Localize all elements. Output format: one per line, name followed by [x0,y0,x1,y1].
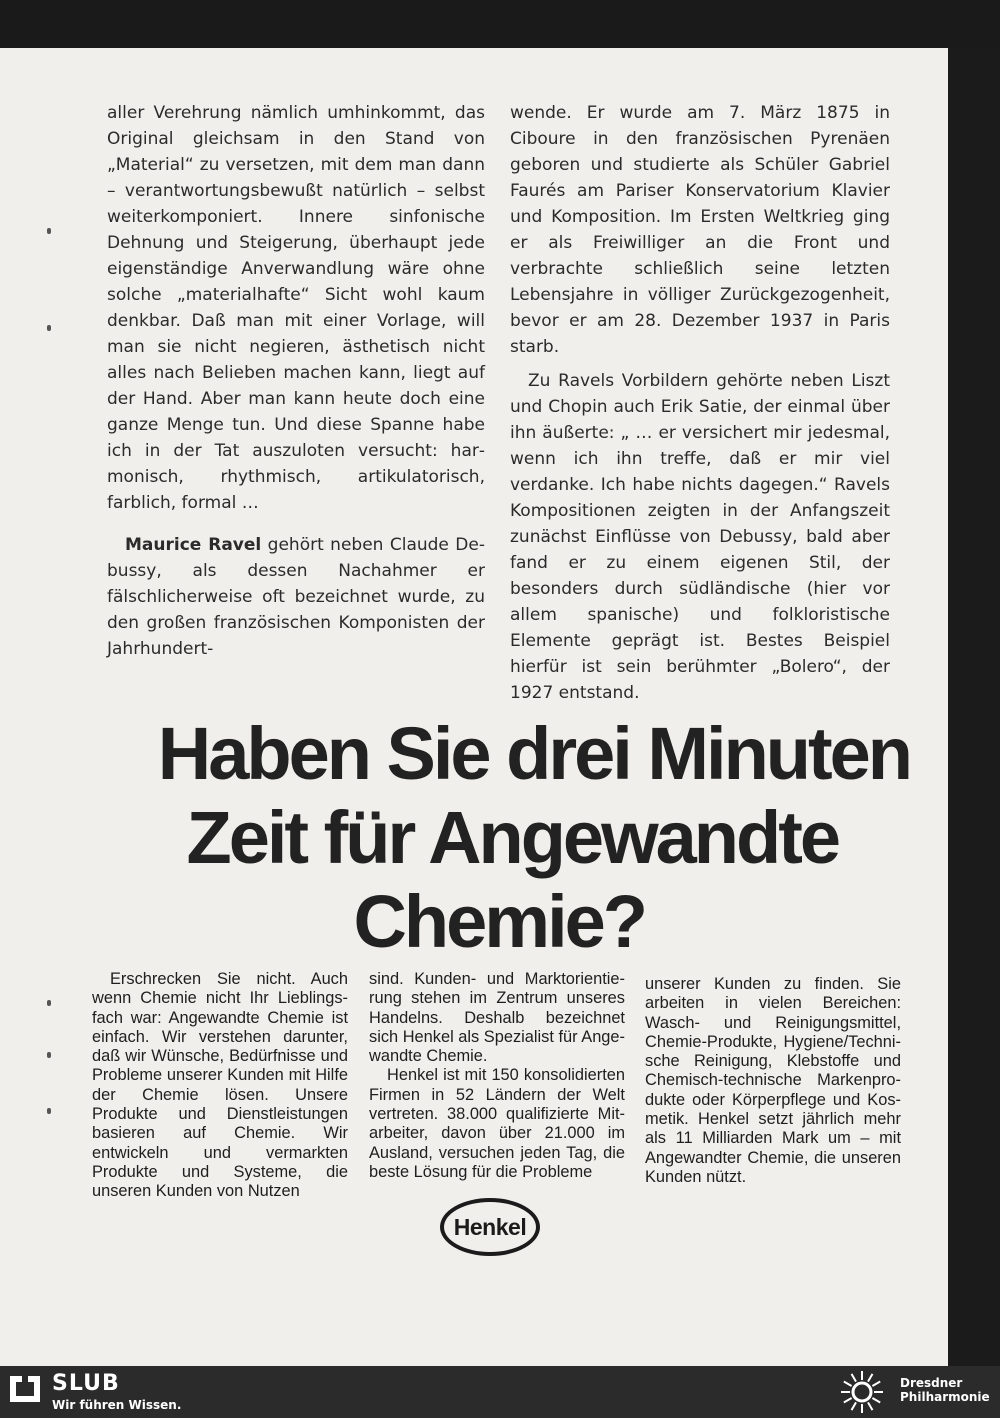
ad-headline-line: Chemie? [353,880,645,963]
henkel-logo [440,1198,540,1256]
slub-logo-icon [8,1374,42,1404]
article-text: gehört neben Claude Debussy, als dessen Nachahmer er fälschlicherweise oft bezeichnet wurde, zu den großen französischen Komponisten der Jahrhundert- [107,535,485,659]
footer-bar [0,1366,1000,1418]
ad-headline-line: Haben Sie drei Minuten [157,712,910,795]
article-paragraph: aller Verehrung nämlich umhinkommt, das Original gleichsam in den Stand von „Material“ zu versetzen, mit dem man dann – verantwortungsbewußt natürlich – selbst weiterkomponiert. Innere sinfonische Dehnung und Steigerung, überhaupt jede eigenständige Anverwandlung wäre ohne solche „materialhafte“ Sicht wohl kaum denkbar. Daß man mit einer Vorlage, will man sie nicht negieren, ästhetisch nicht alles nach Belieben machen kann, liegt auf der Hand. Aber man kann heute doch eine ganze Menge tun. Und diese Spanne habe ich in der Tat auszuloten versucht: harmonisch, rhythmisch, artikulatorisch, farblich, formal … [107,103,485,513]
ad-paragraph: Erschrecken Sie nicht. Auch wenn Chemie nicht Ihr Lieblingsfach war: Angewandte Chemie ist einfach. Wir verstehen darunter, daß wir Wünsche, Bedürfnisse und Probleme unserer Kunden mit Hilfe der Chemie lösen. Unsere Produkte und Dienstleistungen basieren auf Chemie. Wir entwickeln und vermarkten Produkte und Systeme, die unseren Kunden von Nutzen [92,970,348,1201]
ad-column-3 [645,975,901,1187]
ad-headline-line: Zeit für Angewandte [186,796,838,879]
henkel-logo-text: Henkel [453,1213,527,1240]
slub-tagline: Wir führen Wissen. [52,1398,182,1412]
partner-name-line: Dresdner [900,1376,963,1390]
article-paragraph: Zu Ravels Vorbildern gehörte neben Liszt und Chopin auch Erik Satie, der einmal über ihn äußerte: „ … er versichert mir jedesmal, wenn ich ihn treffe, daß er mir viel verdanke. Ich habe nichts dagegen.“ Ravels Kompositionen zeigten in der Anfangszeit zunächst Einflüsse von Debussy, bald aber fand er zu einem eigenen Stil, der besonders durch südländische (hier vor allem spanische) und folkloristische Elemente geprägt ist. Bestes Beispiel hierfür ist sein berühmter „Bolero“, der 1927 entstand. [510,371,890,703]
ad-paragraph: unserer Kunden zu finden. Sie arbeiten in vielen Bereichen: Wasch- und Reinigungsmittel, Chemie-Produkte, Hygiene/Technische Reinigung, Klebstoffe und Chemisch-technische Markenprodukte oder Körperpflege und Kosmetik. Henkel setzt jährlich mehr als 11 Milliarden Mark um – mit Angewandter Chemie, die unseren Kunden nützt. [645,975,901,1186]
slub-name: SLUB [52,1371,120,1396]
scan-border [948,48,1000,1366]
ad-column-2 [369,970,625,1182]
article-paragraph: wende. Er wurde am 7. März 1875 in Ciboure in den französischen Pyrenäen geboren und studierte als Schüler Gabriel Faurés am Pariser Konservatorium Klavier und Komposition. Im Ersten Weltkrieg ging er als Freiwilliger an die Front und verbrachte schließlich seine letzten Lebensjahre in völliger Zurückgezogenheit, bevor er am 28. Dezember 1937 in Paris starb. [510,103,890,357]
ad-paragraph: sind. Kunden- und Marktorientierung stehen im Zentrum unseres Handelns. Deshalb bezeichnet sich Henkel als Spezialist für Angewandte Chemie. [369,970,626,1066]
partner-name [900,1376,990,1404]
composer-name: Maurice Ravel [125,535,262,555]
article-paragraph [107,532,485,662]
article-column-left [107,100,485,662]
article-column-right [510,100,890,706]
partner-name-line: Philharmonie [900,1390,990,1404]
ad-column-1 [92,970,348,1202]
ad-paragraph: Henkel ist mit 150 konsolidierten Firmen in 52 Ländern der Welt vertreten. 38.000 qualifizierte Mitarbeiter, davon über 21.000 im Ausland, versuchen jeden Tag, die beste Lösung für die Probleme [369,1066,625,1181]
philharmonie-logo-icon [840,1370,884,1414]
ad-headline [90,712,910,964]
